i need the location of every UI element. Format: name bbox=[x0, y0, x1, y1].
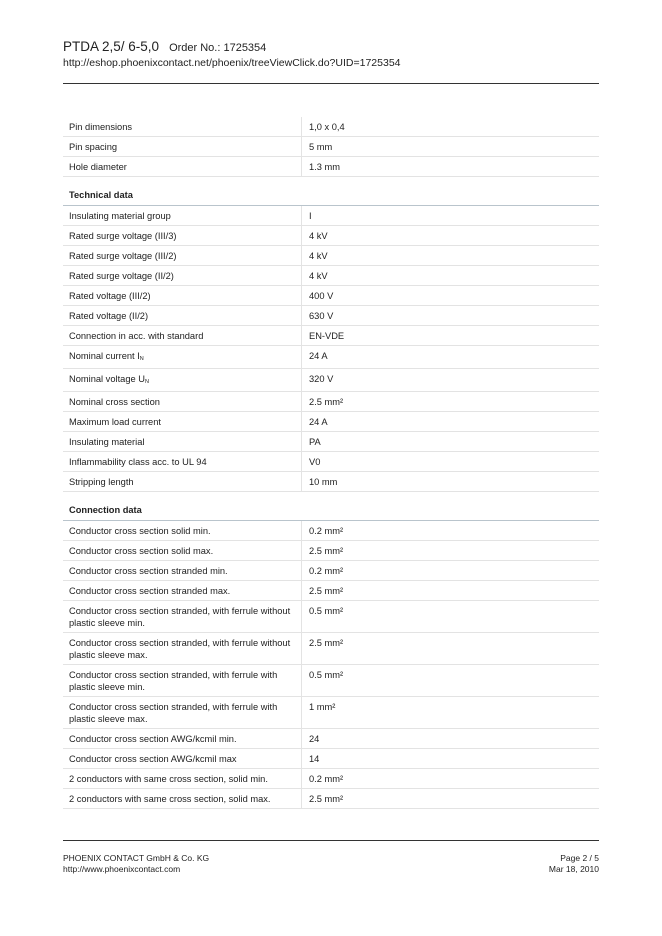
spec-label-text: Rated surge voltage (III/2) bbox=[69, 251, 177, 261]
spec-label-text: Maximum load current bbox=[69, 417, 161, 427]
spec-row bbox=[63, 601, 599, 633]
spec-label-text: Conductor cross section stranded min. bbox=[69, 566, 228, 576]
spec-value: 4 kV bbox=[309, 251, 328, 261]
spec-label-subscript: N bbox=[139, 356, 144, 362]
spec-label bbox=[63, 769, 302, 788]
order-number: Order No.: 1725354 bbox=[169, 42, 267, 54]
spec-row bbox=[63, 392, 599, 412]
spec-label bbox=[63, 346, 302, 368]
spec-row bbox=[63, 206, 599, 226]
spec-value: 0.2 mm² bbox=[309, 566, 344, 576]
spec-label-text: Conductor cross section stranded max. bbox=[69, 586, 231, 596]
footer-company: PHOENIX CONTACT GmbH & Co. KG bbox=[63, 853, 210, 863]
spec-row bbox=[63, 521, 599, 541]
spec-label bbox=[63, 601, 302, 632]
spec-label bbox=[63, 789, 302, 808]
spec-row bbox=[63, 769, 599, 789]
spec-label-text: Stripping length bbox=[69, 477, 134, 487]
spec-label-text: Pin dimensions bbox=[69, 122, 133, 132]
spec-label-text: Conductor cross section stranded, with ferrule without plastic sleeve min. bbox=[69, 606, 291, 628]
spec-label-text: Connection in acc. with standard bbox=[69, 331, 204, 341]
spec-value: 24 A bbox=[309, 351, 328, 361]
spec-value: 2.5 mm² bbox=[309, 546, 344, 556]
spec-label-text: Conductor cross section solid min. bbox=[69, 526, 211, 536]
spec-value: 2.5 mm² bbox=[309, 638, 344, 648]
spec-label bbox=[63, 369, 302, 391]
spec-label-text: 2 conductors with same cross section, solid max. bbox=[69, 794, 271, 804]
spec-label bbox=[63, 697, 302, 728]
spec-row bbox=[63, 789, 599, 809]
spec-label bbox=[63, 286, 302, 305]
spec-label bbox=[63, 541, 302, 560]
spec-content bbox=[63, 117, 599, 809]
spec-row bbox=[63, 117, 599, 137]
spec-label-text: 2 conductors with same cross section, solid min. bbox=[69, 774, 268, 784]
spec-label-text: Insulating material group bbox=[69, 211, 171, 221]
spec-value: 0.2 mm² bbox=[309, 526, 344, 536]
footer-divider bbox=[63, 840, 599, 841]
header-divider bbox=[63, 83, 599, 84]
spec-row bbox=[63, 541, 599, 561]
product-name: PTDA 2,5/ 6-5,0 bbox=[63, 39, 160, 54]
spec-label bbox=[63, 633, 302, 664]
spec-label-text: Rated voltage (II/2) bbox=[69, 311, 149, 321]
spec-label-text: Nominal current I bbox=[69, 351, 140, 361]
spec-value: I bbox=[309, 211, 312, 221]
spec-label-text: Rated surge voltage (III/3) bbox=[69, 231, 177, 241]
spec-label-text: Conductor cross section stranded, with ferrule with plastic sleeve min. bbox=[69, 670, 278, 692]
spec-row bbox=[63, 369, 599, 392]
spec-label bbox=[63, 117, 302, 136]
spec-value: 1.3 mm bbox=[309, 162, 340, 172]
spec-value: 1,0 x 0,4 bbox=[309, 122, 345, 132]
spec-row bbox=[63, 665, 599, 697]
spec-value: 24 bbox=[309, 734, 320, 744]
spec-label bbox=[63, 246, 302, 265]
spec-label bbox=[63, 561, 302, 580]
spec-row bbox=[63, 137, 599, 157]
spec-row bbox=[63, 226, 599, 246]
spec-label-text: Inflammability class acc. to UL 94 bbox=[69, 457, 207, 467]
footer-website: http://www.phoenixcontact.com bbox=[63, 864, 181, 874]
spec-value: 400 V bbox=[309, 291, 334, 301]
spec-row bbox=[63, 432, 599, 452]
spec-row bbox=[63, 266, 599, 286]
spec-value: 320 V bbox=[309, 374, 334, 384]
spec-label-text: Insulating material bbox=[69, 437, 145, 447]
spec-label bbox=[63, 581, 302, 600]
spec-row bbox=[63, 246, 599, 266]
connection-data-heading: Connection data bbox=[63, 504, 599, 521]
title-line bbox=[63, 39, 599, 54]
footer-page-number: Page 2 / 5 bbox=[560, 853, 599, 863]
spec-value: 4 kV bbox=[309, 231, 328, 241]
spec-value: 24 A bbox=[309, 417, 328, 427]
spec-row bbox=[63, 346, 599, 369]
spec-row bbox=[63, 412, 599, 432]
spec-value: V0 bbox=[309, 457, 321, 467]
spec-row bbox=[63, 561, 599, 581]
spec-label bbox=[63, 412, 302, 431]
spec-value: 2.5 mm² bbox=[309, 586, 344, 596]
spec-label-text: Conductor cross section AWG/kcmil max bbox=[69, 754, 237, 764]
spec-row bbox=[63, 749, 599, 769]
product-url: http://eshop.phoenixcontact.net/phoenix/treeViewClick.do?UID=1725354 bbox=[63, 57, 401, 69]
spec-value: 4 kV bbox=[309, 271, 328, 281]
spec-value: 630 V bbox=[309, 311, 334, 321]
spec-label bbox=[63, 206, 302, 225]
spec-row bbox=[63, 633, 599, 665]
spec-label bbox=[63, 749, 302, 768]
spec-value: 0.2 mm² bbox=[309, 774, 344, 784]
dimensions-table bbox=[63, 117, 599, 177]
spec-row bbox=[63, 157, 599, 177]
spec-label-text: Rated surge voltage (II/2) bbox=[69, 271, 174, 281]
spec-value: 2.5 mm² bbox=[309, 397, 344, 407]
spec-row bbox=[63, 581, 599, 601]
spec-row bbox=[63, 326, 599, 346]
spec-row bbox=[63, 472, 599, 492]
spec-label-text: Conductor cross section AWG/kcmil min. bbox=[69, 734, 237, 744]
spec-label-subscript: N bbox=[144, 379, 149, 385]
spec-value: 14 bbox=[309, 754, 320, 764]
spec-label bbox=[63, 472, 302, 491]
footer-company-block bbox=[63, 853, 209, 875]
spec-label-text: Hole diameter bbox=[69, 162, 127, 172]
spec-value: 0.5 mm² bbox=[309, 670, 344, 680]
spec-label bbox=[63, 521, 302, 540]
spec-label bbox=[63, 306, 302, 325]
spec-label bbox=[63, 432, 302, 451]
technical-data-heading: Technical data bbox=[63, 189, 599, 206]
footer-page-block bbox=[450, 853, 599, 875]
spec-label bbox=[63, 266, 302, 285]
spec-value: 1 mm² bbox=[309, 702, 336, 712]
spec-label bbox=[63, 137, 302, 156]
spec-label bbox=[63, 665, 302, 696]
spec-row bbox=[63, 452, 599, 472]
spec-value: 0.5 mm² bbox=[309, 606, 344, 616]
spec-label-text: Rated voltage (III/2) bbox=[69, 291, 151, 301]
spec-label bbox=[63, 326, 302, 345]
spec-label bbox=[63, 729, 302, 748]
spec-label bbox=[63, 392, 302, 411]
spec-row bbox=[63, 729, 599, 749]
technical-data-table bbox=[63, 206, 599, 492]
spec-label-text: Pin spacing bbox=[69, 142, 118, 152]
page-header bbox=[63, 39, 599, 69]
spec-label bbox=[63, 452, 302, 471]
spec-value: PA bbox=[309, 437, 321, 447]
spec-label-text: Nominal cross section bbox=[69, 397, 160, 407]
spec-label-text: Conductor cross section stranded, with ferrule with plastic sleeve max. bbox=[69, 702, 278, 724]
spec-row bbox=[63, 306, 599, 326]
spec-value: EN-VDE bbox=[309, 331, 345, 341]
spec-label-text: Nominal voltage U bbox=[69, 374, 145, 384]
spec-row bbox=[63, 697, 599, 729]
spec-label-text: Conductor cross section solid max. bbox=[69, 546, 214, 556]
connection-data-table bbox=[63, 521, 599, 809]
footer-date: Mar 18, 2010 bbox=[548, 864, 599, 874]
spec-label bbox=[63, 226, 302, 245]
spec-value: 2.5 mm² bbox=[309, 794, 344, 804]
spec-value: 5 mm bbox=[309, 142, 333, 152]
spec-label bbox=[63, 157, 302, 176]
spec-label-text: Conductor cross section stranded, with ferrule without plastic sleeve max. bbox=[69, 638, 291, 660]
spec-value: 10 mm bbox=[309, 477, 338, 487]
spec-row bbox=[63, 286, 599, 306]
